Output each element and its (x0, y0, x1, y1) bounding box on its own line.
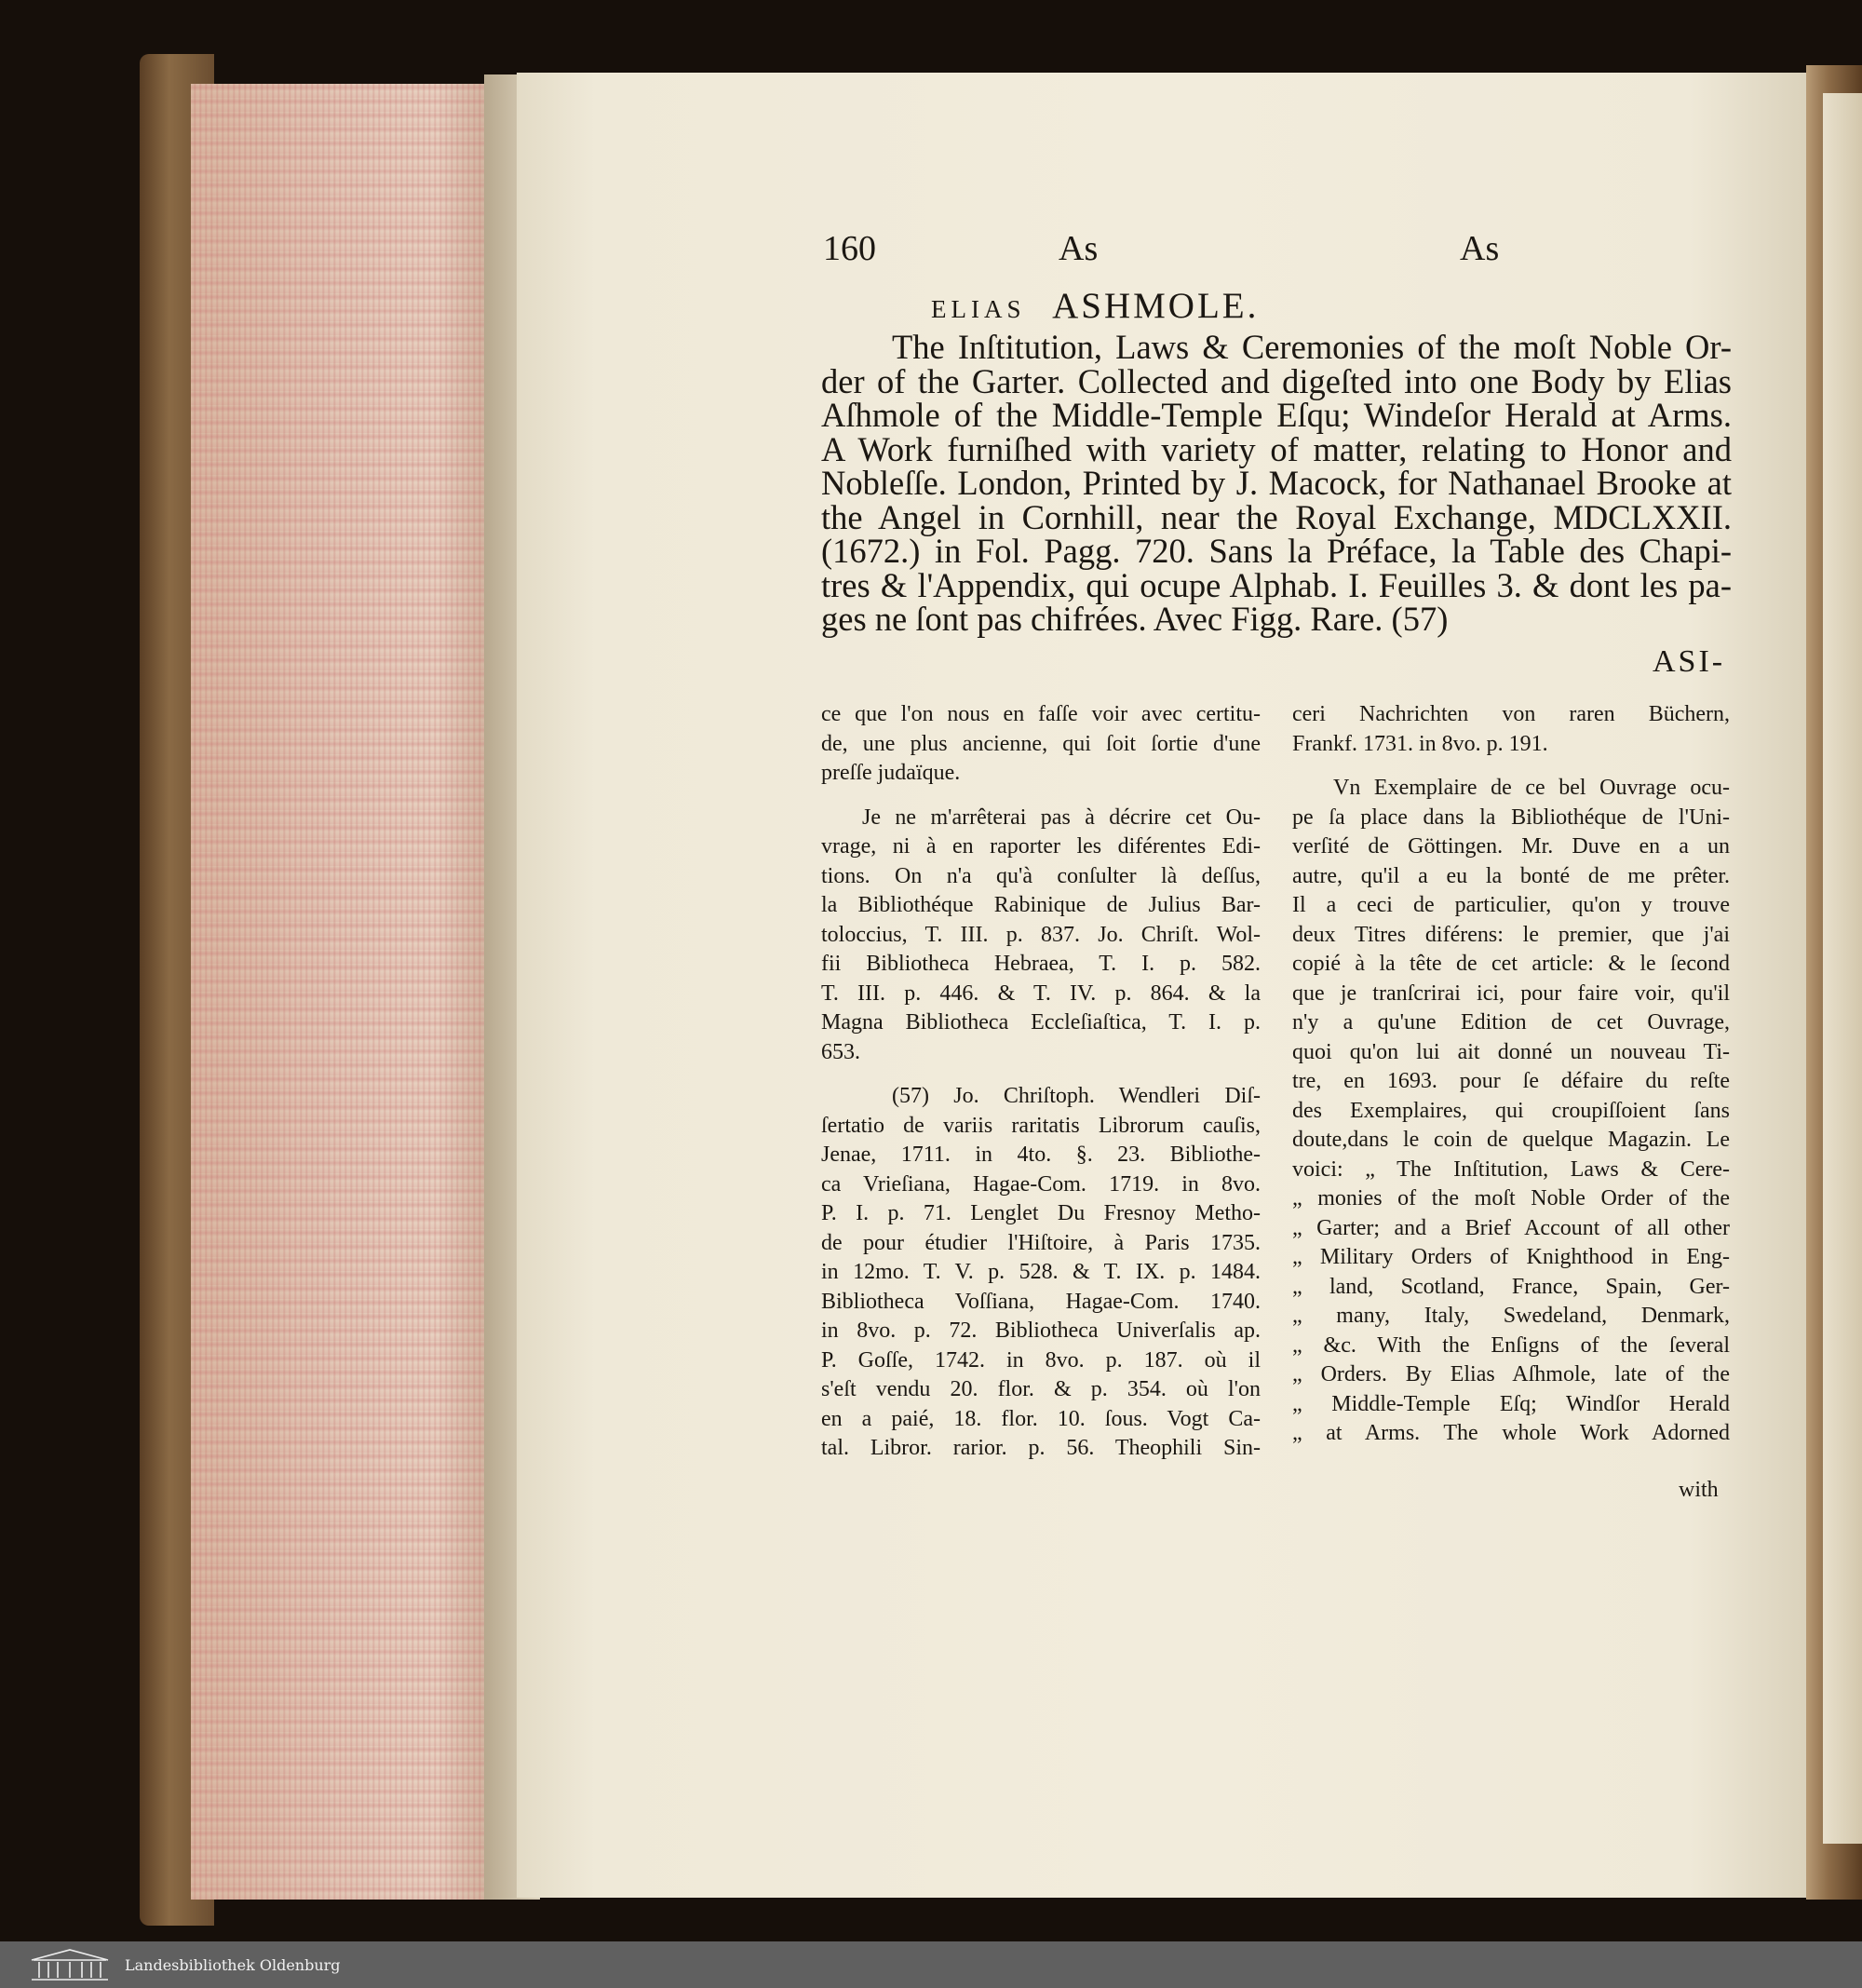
column-line: P. I. p. 71. Lenglet Du Fresnoy Metho- (821, 1201, 1261, 1225)
entry-line: Nobleſſe. London, Printed by J. Macock, for Nathanael Brooke at (821, 464, 1732, 502)
column-line: Bibliotheca Voſſiana, Hagae-Com. 1740. (821, 1289, 1261, 1314)
catchword-asi: ASI- (1653, 644, 1726, 679)
column-line: ſertatio de variis raritatis Librorum cauſis, (821, 1113, 1261, 1138)
column-line: „ &c. With the Enſigns of the ſeveral (1292, 1332, 1730, 1358)
column-line: toloccius, T. III. p. 837. Jo. Chriſt. Wol- (821, 922, 1261, 947)
column-line: T. III. p. 446. & T. IV. p. 864. & la (821, 980, 1261, 1006)
column-line: „ Military Orders of Knighthood in Eng- (1292, 1245, 1730, 1269)
entry-body (821, 328, 1732, 638)
author-last-name: ASHMOLE. (1052, 286, 1260, 326)
column-line: deux Titres diférens: le premier, que j'ai (1292, 922, 1730, 947)
column-line: la Bibliothéque Rabinique de Julius Bar- (821, 893, 1261, 917)
library-building-icon (28, 1947, 112, 1982)
column-line: tal. Libror. rarior. p. 56. Theophili Sin- (821, 1436, 1261, 1460)
running-head-left: As (1059, 229, 1099, 268)
column-line: „ many, Italy, Swedeland, Denmark, (1292, 1304, 1730, 1328)
column-line: Je ne m'arrêterai pas à décrire cet Ou- (862, 805, 1261, 830)
column-line: preſſe judaïque. (821, 761, 961, 785)
column-line: ceri Nachrichten von raren Büchern, (1292, 702, 1730, 726)
column-line: voici: „ The Inſtitution, Laws & Cere- (1292, 1156, 1730, 1182)
column-line: „ at Arms. The whole Work Adorned (1292, 1421, 1730, 1445)
entry-line: der of the Garter. Collected and digeſted into one Body by Elias (821, 361, 1732, 400)
column-line: (57) Jo. Chriſtoph. Wendleri Diſ- (892, 1084, 1261, 1108)
column-line: tre, en 1693. pour ſe défaire du reſte (1292, 1069, 1730, 1093)
author-first-name: ELIAS (931, 295, 1026, 323)
catchword-with: with (1679, 1478, 1719, 1502)
column-line: quoi qu'on lui ait donné un nouveau Ti- (1292, 1039, 1730, 1064)
column-line: fii Bibliotheca Hebraea, T. I. p. 582. (821, 952, 1261, 976)
column-line: in 8vo. p. 72. Bibliotheca Univerſalis ap. (821, 1319, 1261, 1343)
page-number: 160 (823, 229, 876, 268)
facing-page-edge (1823, 93, 1862, 1844)
column-line: Frankf. 1731. in 8vo. p. 191. (1292, 731, 1548, 756)
left-column (821, 700, 1261, 1464)
column-line: „ monies of the moſt Noble Order of the (1292, 1186, 1730, 1210)
column-line: ca Vrieſiana, Hagae-Com. 1719. in 8vo. (821, 1171, 1261, 1197)
right-column (1292, 700, 1730, 1449)
column-line: in 12mo. T. V. p. 528. & T. IX. p. 1484. (821, 1260, 1261, 1284)
column-line: „ Garter; and a Brief Account of all other (1292, 1215, 1730, 1240)
column-line: „ Middle-Temple Eſq; Windſor Herald (1292, 1391, 1730, 1416)
column-line: ce que l'on nous en faſſe voir avec certitu- (821, 702, 1261, 726)
column-line: de, une plus ancienne, qui ſoit ſortie d'une (821, 731, 1261, 756)
column-line: de pour étudier l'Hiſtoire, à Paris 1735. (821, 1230, 1261, 1255)
column-line: autre, qu'il a eu la bonté de me prêter. (1292, 863, 1730, 888)
entry-line: (1672.) in Fol. Pagg. 720. Sans la Préface, la Table des Chapi- (821, 532, 1732, 570)
entry-line: A Work furniſhed with variety of matter, relating to Honor and (821, 429, 1732, 468)
column-line: vrage, ni à en raporter les diférentes Edi- (821, 834, 1261, 859)
column-line: „ Orders. By Elias Aſhmole, late of the (1292, 1362, 1730, 1386)
running-head-right: As (1460, 229, 1500, 268)
viewer-footer (0, 1941, 1862, 1988)
column-line: des Exemplaires, qui croupiſſoient ſans (1292, 1098, 1730, 1123)
column-line: 653. (821, 1039, 860, 1064)
column-line: Vn Exemplaire de ce bel Ouvrage ocu- (1333, 776, 1730, 800)
column-line: copié à la tête de cet article: & le ſecond (1292, 952, 1730, 976)
entry-line: The Inſtitution, Laws & Ceremonies of the moſt Noble Or- (892, 328, 1732, 366)
entry-line: Aſhmole of the Middle-Temple Eſqu; Windeſor Herald at Arms. (821, 396, 1732, 434)
column-line: P. Goſſe, 1742. in 8vo. p. 187. où il (821, 1347, 1261, 1373)
column-line: doute,dans le coin de quelque Magazin. Le (1292, 1128, 1730, 1152)
column-line: pe ſa place dans la Bibliothéque de l'Uni- (1292, 805, 1730, 830)
column-line: que je tranſcrirai ici, pour faire voir, qu'il (1292, 980, 1730, 1006)
column-line: Magna Bibliotheca Eccleſiaſtica, T. I. p. (821, 1010, 1261, 1035)
library-name[interactable]: Landesbibliothek Oldenburg (125, 1955, 341, 1974)
column-line: s'eſt vendu 20. flor. & p. 354. où l'on (821, 1377, 1261, 1401)
page-fore-edge (191, 84, 498, 1900)
column-line: tions. On n'a qu'à conſulter là deſſus, (821, 863, 1261, 888)
column-line: n'y a qu'une Edition de cet Ouvrage, (1292, 1010, 1730, 1035)
column-line: Jenae, 1711. in 4to. §. 23. Bibliothe- (821, 1143, 1261, 1167)
column-line: Il a ceci de particulier, qu'on y trouve (1292, 893, 1730, 917)
column-line: en a paié, 18. flor. 10. ſous. Vogt Ca- (821, 1406, 1261, 1431)
column-line: „ land, Scotland, France, Spain, Ger- (1292, 1274, 1730, 1299)
entry-line: tres & l'Appendix, qui ocupe Alphab. I. Feuilles 3. & dont les pa- (821, 565, 1732, 604)
entry-line: ges ne ſont pas chifrées. Avec Figg. Rare. (57) (821, 600, 1449, 638)
column-line: verſité de Göttingen. Mr. Duve en a un (1292, 834, 1730, 859)
entry-heading (931, 285, 1676, 327)
entry-line: the Angel in Cornhill, near the Royal Exchange, MDCLXXII. (821, 497, 1732, 536)
